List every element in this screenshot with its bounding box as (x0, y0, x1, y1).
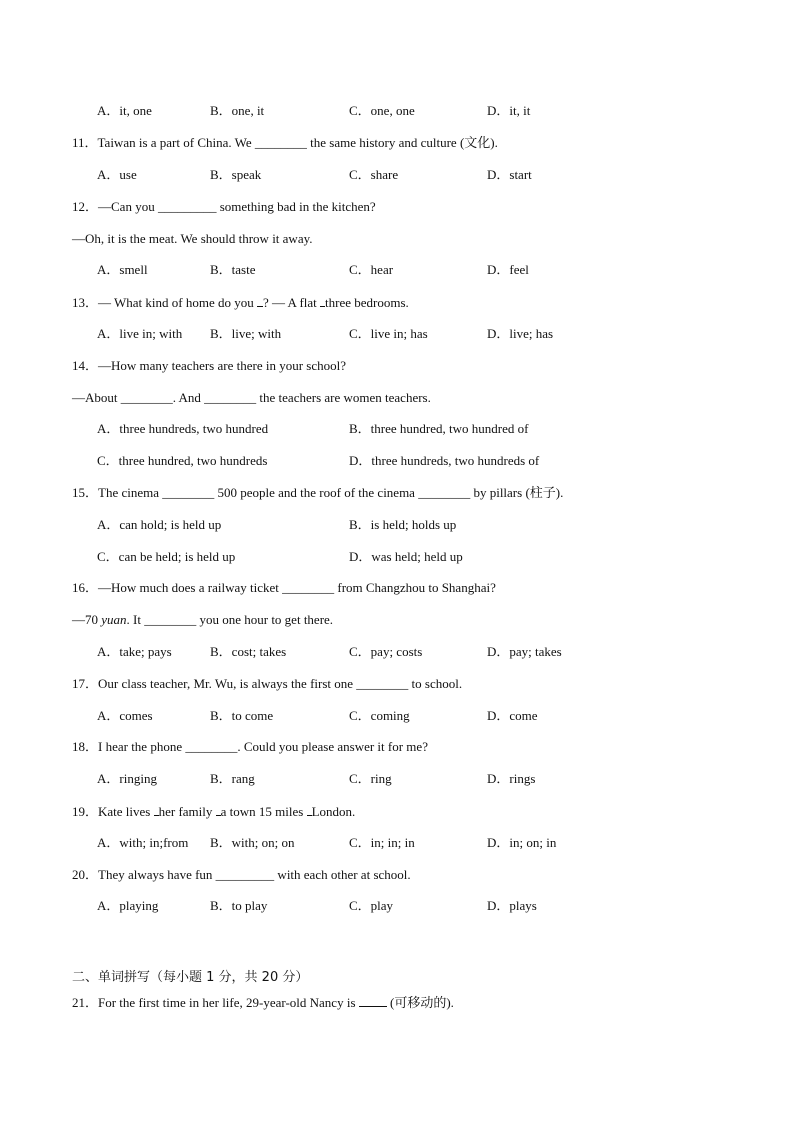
q14-option-d[interactable]: D．three hundreds, two hundreds of (349, 453, 540, 468)
q11-option-c[interactable]: C．share (349, 167, 399, 182)
q11-option-a[interactable]: A．use (97, 167, 137, 182)
q17-option-a[interactable]: A．comes (97, 708, 153, 723)
q18-option-c[interactable]: C．ring (349, 771, 392, 786)
q16-option-d[interactable]: D．pay; takes (487, 644, 562, 659)
q21-blank[interactable] (359, 994, 387, 1007)
q10-option-a[interactable]: A．it, one (97, 103, 152, 118)
q21-stem-part-b: (可移动的). (386, 995, 454, 1010)
q19-stem (72, 803, 355, 820)
q16-option-b[interactable]: B．cost; takes (210, 644, 287, 659)
q10-option-b[interactable]: B．one, it (210, 103, 265, 118)
q17-option-d[interactable]: D．come (487, 708, 538, 723)
q18-options (97, 771, 737, 787)
q14-option-c[interactable]: C．three hundred, two hundreds (97, 453, 268, 468)
q13-option-b[interactable]: B．live; with (210, 326, 282, 341)
q10-option-d[interactable]: D．it, it (487, 103, 531, 118)
q16-reply (72, 612, 333, 628)
q20-option-d[interactable]: D．plays (487, 898, 537, 913)
q19-option-d[interactable]: D．in; on; in (487, 835, 557, 850)
q13-options (97, 326, 737, 342)
q11-options (97, 167, 737, 183)
q15-options-row2 (97, 549, 737, 565)
q19-option-b[interactable]: B．with; on; on (210, 835, 295, 850)
q13-option-a[interactable]: A．live in; with (97, 326, 183, 341)
q19-option-a[interactable]: A．with; in;from (97, 835, 189, 850)
q19-stem-part-a: 19．Kate lives (72, 804, 154, 819)
q18-option-d[interactable]: D．rings (487, 771, 536, 786)
q20-stem: 20．They always have fun _________ with each other at school. (72, 867, 411, 882)
q18-option-b[interactable]: B．rang (210, 771, 255, 786)
q14-option-b[interactable]: B．three hundred, two hundred of (349, 421, 529, 436)
q16-reply-part-a: —70 (72, 612, 102, 627)
q12-stem: 12．—Can you _________ something bad in the kitchen? (72, 199, 376, 214)
q13-option-c[interactable]: C．live in; has (349, 326, 428, 341)
q13-stem-part-b: ? — A flat (263, 295, 321, 310)
q18-stem: 18．I hear the phone ________. Could you please answer it for me? (72, 739, 428, 754)
q12-option-c[interactable]: C．hear (349, 262, 394, 277)
q21-stem-part-a: 21．For the first time in her life, 29-year-old Nancy is (72, 995, 359, 1010)
q14-reply: —About ________. And ________ the teachers are women teachers. (72, 390, 431, 405)
q13-stem-part-c: three bedrooms. (325, 295, 409, 310)
q12-reply: —Oh, it is the meat. We should throw it away. (72, 231, 313, 246)
q14-option-a[interactable]: A．three hundreds, two hundred (97, 421, 269, 436)
q11-option-b[interactable]: B．speak (210, 167, 262, 182)
q19-stem-part-d: London. (311, 804, 356, 819)
q12-option-d[interactable]: D．feel (487, 262, 529, 277)
q20-options (97, 898, 737, 914)
q15-option-d[interactable]: D．was held; held up (349, 549, 463, 564)
q17-stem: 17．Our class teacher, Mr. Wu, is always the first one ________ to school. (72, 676, 463, 691)
q16-reply-yuan: yuan (101, 612, 127, 627)
q15-option-b[interactable]: B．is held; holds up (349, 517, 457, 532)
q15-stem: 15．The cinema ________ 500 people and the roof of the cinema ________ by pillars (柱子). (72, 485, 564, 500)
q20-option-c[interactable]: C．play (349, 898, 394, 913)
q10-options (97, 103, 737, 119)
q16-stem: 16．—How much does a railway ticket ________ from Changzhou to Shanghai? (72, 580, 496, 595)
q19-stem-part-b: her family (158, 804, 216, 819)
q11-stem: 11．Taiwan is a part of China. We ________ the same history and culture (文化). (72, 135, 498, 150)
q19-options (97, 835, 737, 851)
q15-option-a[interactable]: A．can hold; is held up (97, 517, 222, 532)
q15-options-row1 (97, 517, 737, 533)
q19-option-c[interactable]: C．in; in; in (349, 835, 415, 850)
q20-option-b[interactable]: B．to play (210, 898, 268, 913)
q17-option-c[interactable]: C．coming (349, 708, 410, 723)
q12-option-a[interactable]: A．smell (97, 262, 148, 277)
q15-option-c[interactable]: C．can be held; is held up (97, 549, 236, 564)
q12-option-b[interactable]: B．taste (210, 262, 256, 277)
q11-option-d[interactable]: D．start (487, 167, 532, 182)
q14-options-row2 (97, 453, 737, 469)
q16-reply-part-b: . It ________ you one hour to get there. (126, 612, 334, 627)
q12-options (97, 262, 737, 278)
q17-options (97, 708, 737, 724)
q13-stem-part-a: 13．— What kind of home do you (72, 295, 257, 310)
q14-stem: 14．—How many teachers are there in your school? (72, 358, 346, 373)
q16-option-a[interactable]: A．take; pays (97, 644, 172, 659)
q20-option-a[interactable]: A．playing (97, 898, 159, 913)
q18-option-a[interactable]: A．ringing (97, 771, 157, 786)
q16-options (97, 644, 737, 660)
section-2-heading: 二、单词拼写（每小题 1 分，共 20 分） (72, 970, 309, 985)
q13-option-d[interactable]: D．live; has (487, 326, 554, 341)
q10-option-c[interactable]: C．one, one (349, 103, 415, 118)
q19-stem-part-c: a town 15 miles (220, 804, 307, 819)
q13-stem (72, 294, 409, 311)
q14-options-row1 (97, 421, 737, 437)
q21-stem (72, 994, 454, 1011)
q17-option-b[interactable]: B．to come (210, 708, 274, 723)
q16-option-c[interactable]: C．pay; costs (349, 644, 423, 659)
